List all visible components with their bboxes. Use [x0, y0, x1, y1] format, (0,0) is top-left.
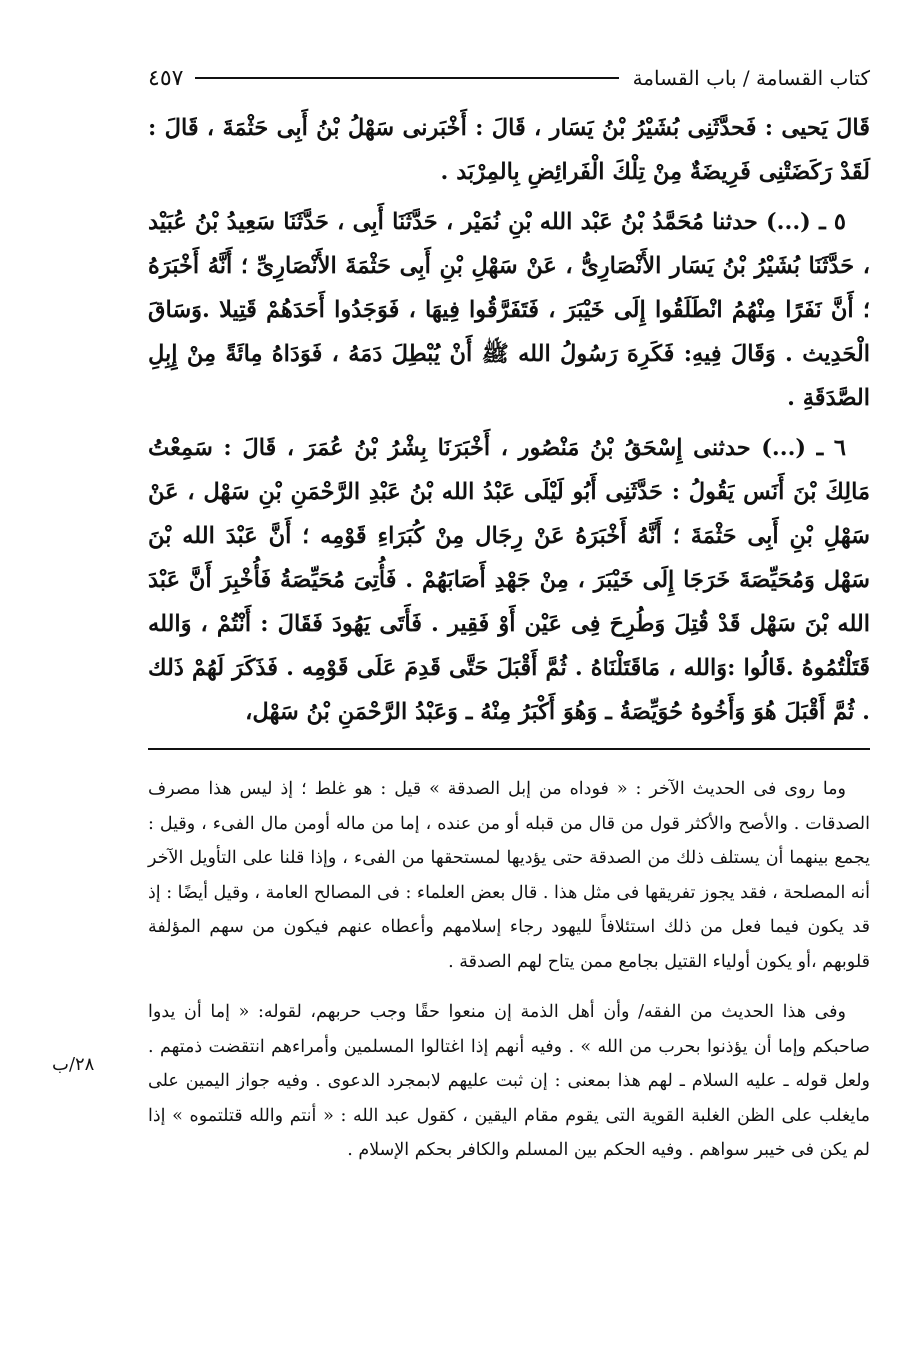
chapter-title: كتاب القسامة / باب القسامة	[632, 66, 870, 90]
hadith-text	[148, 106, 870, 740]
manuscript-folio-ref: ٢٨/ب	[52, 1054, 95, 1075]
commentary	[148, 772, 870, 1168]
hadith-paragraph-5: ٥ ـ (...) حدثنا مُحَمَّدُ بْنُ عَبْد الله بْنِ نُمَيْر ، حَدَّثَنَا أَبِى ، حَدَّثَنَا سَعِيدُ بْنُ عُبَيْد ، حَدَّثَنَا بُشَيْرُ بْنُ يَسَار الأَنْصَارِىُّ ، عَنْ سَهْلِ بْنِ أَبِى حَثْمَةَ الأَنْصَارِىِّ ؛ أَنَّهُ أَخْبَرَهُ ؛ أَنَّ نَفَرًا مِنْهُمُ انْطَلَقُوا إِلَى خَيْبَرَ ، فَتَفَرَّقُوا فِيهَا ، فَوَجَدُوا أَحَدَهُمْ قَتِيلا .وَسَاقَ الْحَدِيث . وَقَالَ فِيهِ: فَكَرِهَ رَسُولُ الله ﷺ أَنْ يُبْطِلَ دَمَهُ ، فَوَدَاهُ مِائَةً مِنْ إِبِلِ الصَّدَقَةِ .	[148, 209, 870, 411]
footnote-divider	[148, 748, 870, 750]
page-number: ٤٥٧	[148, 65, 184, 91]
running-header	[148, 60, 870, 96]
commentary-paragraph-2: وفى هذا الحديث من الفقه/ وأن أهل الذمة إن منعوا حقًا وجب حربهم، لقوله: « إما أن يدوا صاحبكم وإما أن يؤذنوا بحرب من الله » . وفيه أنهم إذا اغتالوا المسلمين وأمراءهم انتقضت ذمتهم . ولعل قوله ـ عليه السلام ـ لهم هذا بمعنى : إن ثبت عليهم لابمجرد الدعوى . وفيه جواز اليمين على مايغلب على الظن الغلبة القوية التى يقوم مقام اليقين ، كقول عبد الله : « أنتم والله قتلتموه » إذا لم يكن فى خيبر سواهم . وفيه الحكم بين المسلم والكافر بحكم الإسلام .	[148, 1002, 870, 1160]
hadith-paragraph-6: ٦ ـ (...) حدثنى إِسْحَقُ بْنُ مَنْصُور ، أَخْبَرَنَا بِشْرُ بْنُ عُمَرَ ، قَالَ : سَمِعْتُ مَالِكَ بْنَ أَنَس يَقُولُ : حَدَّثَنِى أَبُو لَيْلَى عَبْدُ الله بْنُ عَبْدِ الرَّحْمَنِ بْنِ سَهْل ، عَنْ سَهْلِ بْنِ أَبِى حَثْمَةَ ؛ أَنَّهُ أَخْبَرَهُ عَنْ رِجَال مِنْ كُبَرَاءِ قَوْمِه ؛ أَنَّ عَبْدَ الله بْنَ سَهْل وَمُحَيِّصَةَ خَرَجَا إِلَى خَيْبَرَ ، مِنْ جَهْدِ أَصَابَهُمْ . فَأُتِىَ مُحَيِّصَةُ فَأُخْبِرَ أَنَّ عَبْدَ الله بْنَ سَهْل قَدْ قُتِلَ وَطُرِحَ فِى عَيْن أَوْ فَقِير . فَأَتَى يَهُودَ فَقَالَ : أَنْتُمْ ، وَالله قَتَلْتُمُوهُ .قَالُوا :وَالله ، مَاقَتَلْنَاهُ . ثُمَّ أَقْبَلَ حَتَّى قَدِمَ عَلَى قَوْمِه . فَذَكَرَ لَهُمْ ذَلك . ثُمَّ أَقْبَلَ هُوَ وَأَخُوهُ حُوَيِّصَةُ ـ وَهُوَ أَكْبَرُ مِنْهُ ـ وَعَبْدُ الرَّحْمَنِ بْنُ سَهْل،	[148, 435, 870, 725]
hadith-paragraph-continuation: قَالَ يَحيى : فَحدَّثَنِى بُشَيْرُ بْنُ يَسَار ، قَالَ : أَخْبَرنى سَهْلُ بْنُ أَبِى حَثْمَةَ ، قَالَ : لَقَدْ رَكَضَتْنِى فَرِيضَةٌ مِنْ تِلْكَ الْفَرائِضِ بِالمِرْبَد .	[148, 115, 870, 185]
header-rule	[195, 77, 618, 79]
commentary-paragraph-1: وما روى فى الحديث الآخر : « فوداه من إبل الصدقة » قيل : هو غلط ؛ إذ ليس هذا مصرف الصدقات . والأصح والأكثر قول من قال من قبله أو من عنده ، إما من ماله أومن مال الفىء ، وقيل : يجمع بينهما أن يستلف ذلك من الصدقة حتى يؤديها لمستحقها من الفىء ، وإذا قلنا على التأويل الآخر أنه المصلحة ، فقد يجوز تفريقها فى مثل هذا . قال بعض العلماء : فى المصالح العامة ، وقيل أيضًا : إذ قد يكون فيما فعل من ذلك استئلافاً لليهود رجاء إسلامهم وأعطاه عنهم فيكون من سهم المؤلفة قلوبهم ،أو يكون أولياء القتيل بجامع ممن يتاح لهم الصدقة .	[148, 779, 870, 972]
